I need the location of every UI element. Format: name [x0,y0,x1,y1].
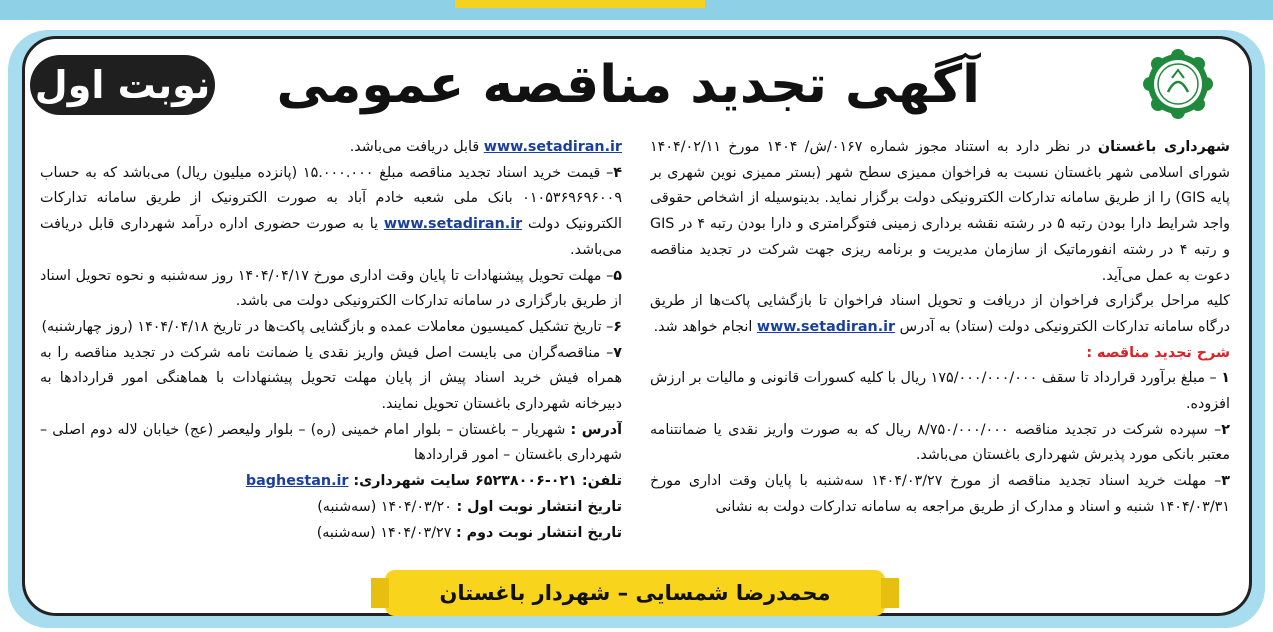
publish-date-2-label: تاريخ انتشار نوبت دوم : [455,524,622,541]
stages-paragraph [650,289,1230,340]
item-4-end: يا به صورت حضوری اداره درآمد شهرداری قابل دريافت می‌باشد. [40,216,622,258]
ribbon-left [371,578,389,608]
item-7-number: ۷ [613,344,622,361]
address-label: آدرس : [570,421,622,438]
item-5 [40,264,622,315]
item-1 [650,366,1230,417]
setadiran-link[interactable]: www.setadiran.ir [756,318,896,335]
right-text-column [650,135,1230,560]
item-6-number: ۶ [613,318,622,335]
item-7-text: – مناقصه‌گران می بايست اصل فيش واريز نقدی يا ضمانت نامه شركت در تجديد مناقصه را به همراه فيش خريد اسناد پيش از پايان مهلت تحويل پيشنهادات با هماهنگی امور قراردادها به دبيرخانه شهرداری باغستان تحويل نمايند. [40,344,622,413]
notice-title: آگهی تجدید مناقصه عمومی [276,55,980,115]
publish-date-2 [40,521,622,547]
section-heading: شرح تجديد مناقصه : [1086,344,1230,361]
continuation-text: قابل دريافت می‌باشد. [349,139,484,155]
phone-label: تلفن: ۰۲۱-۶۵۲۳۸۰۰۶ [475,473,622,490]
ribbon-right [881,578,899,608]
item-3-text: – مهلت خريد اسناد تجديد مناقصه از مورخ ۱۴۰۴/۰۳/۲۷ سه‌شنبه با پايان وقت اداری مورخ ۱۴۰۴/۰۳/۳۱ شنبه و اسناد و مدارک از طريق مراجعه به سامانه تداركات دولت به نشانی [650,473,1230,515]
contact-line [40,469,622,495]
item-4-text: – قيمت خريد اسناد تجديد مناقصه مبلغ ۱۵.۰۰۰.۰۰۰ (پانزده ميليون ريال) می‌باشد كه به حساب ۰۱۰۵۳۶۹۶۹۶۰۰۹ بانک ملی شعبه خادم آباد به صورت الكترونيک از طريق سامانه تداركات الكترونيک دولت [40,164,622,233]
intro-text: در نظر دارد به استناد مجوز شماره ۰۱۶۷/ش/ ۱۴۰۴ مورخ ۱۴۰۴/۰۲/۱۱ شورای اسلامی شهر باغستان نسبت به فراخوان مميزی سطح شهر (بستر مميزی نوين شهری بر پايه GIS) را از طريق سامانه تداركات الكترونيكی دولت برگزار نمايد. بدينوسيله از اشخاص حقوقی واجد شرايط دارا بودن رتبه ۵ در رشته نقشه برداری زمينی فتوگرامتری و دارا بودن رتبه ۴ در GIS و رتبه ۴ در رشته انفورماتيک از سازمان مديريت و برنامه ريزی جهت شركت در تجديد مناقصه دعوت به عمل می‌آيد. [650,139,1230,284]
publish-date-1-label: تاريخ انتشار نوبت اول : [456,498,622,515]
item-7 [40,341,622,418]
first-round-badge: نوبت اول [30,55,215,115]
municipality-logo [1142,48,1214,120]
address-text: شهريار – باغستان – بلوار امام خمينی (ره) – بلوار وليعصر (عج) خيابان لاله دوم اصلی – شهرداری باغستان – امور قراردادها [40,421,622,464]
item-1-text: – مبلغ برآورد قرارداد تا سقف ۱۷۵/۰۰۰/۰۰۰/۰۰۰ ريال با كليه كسورات قانونی و ماليات بر ارزش افزوده. [650,370,1230,413]
publish-date-2-value: ۱۴۰۴/۰۳/۲۷ (سه‌شنبه) [316,524,456,541]
setadiran-link-3[interactable]: www.setadiran.ir [383,216,523,233]
item-3 [650,469,1230,520]
intro-organization: شهرداری باغستان [1097,139,1230,155]
website-label: سایت شهرداری: [348,473,475,490]
item-3-number: ۳ [1221,473,1230,490]
item-6 [40,315,622,341]
stages-end: انجام خواهد شد. [653,318,757,335]
stages-text: كليه مراحل برگزاری فراخوان از دريافت و تحويل اسناد فراخوان تا بازگشايی پاكت‌ها از طريق درگاه سامانه تداركات الكترونيكی دولت (ستاد) به آدرس [650,293,1230,335]
left-text-column [40,135,622,560]
item-2 [650,418,1230,469]
top-color-band [0,0,1273,20]
signature-text: محمدرضا شمسایی – شهردار باغستان [439,581,831,605]
item-2-number: ۲ [1221,421,1230,438]
item-2-text: – سپرده شركت در تجديد مناقصه ۸/۷۵۰/۰۰۰/۰۰۰ ريال كه به صورت واريز نقدی يا ضمانتنامه معتبر بانكی مورد پذيرش شهرداری باغستان می‌باشد. [650,421,1230,464]
item-5-number: ۵ [613,267,622,284]
address [40,418,622,469]
continuation-paragraph [40,135,622,161]
signature-bar [385,570,885,616]
publish-date-1-value: ۱۴۰۴/۰۳/۲۰ (سه‌شنبه) [317,498,457,515]
item-4-number: ۴ [613,164,622,181]
setadiran-link-2[interactable]: www.setadiran.ir [483,139,622,155]
publish-date-1 [40,495,622,521]
intro-paragraph [650,135,1230,289]
item-6-text: – تاريخ تشكيل كميسيون معاملات عمده و بازگشايی پاكت‌ها در تاريخ ۱۴۰۴/۰۴/۱۸ (روز چهارشنبه) [41,318,614,335]
website-link[interactable]: baghestan.ir [245,473,349,490]
top-yellow-strip [455,0,705,8]
item-1-number: ۱ [1221,370,1230,387]
item-5-text: – مهلت تحويل پيشنهادات تا پايان وقت اداری مورخ ۱۴۰۴/۰۴/۱۷ روز سه‌شنبه و نحوه تحويل اسناد از طريق بارگزاری در سامانه تداركات الكترونيكی دولت می باشد. [40,267,622,310]
item-4 [40,161,622,264]
